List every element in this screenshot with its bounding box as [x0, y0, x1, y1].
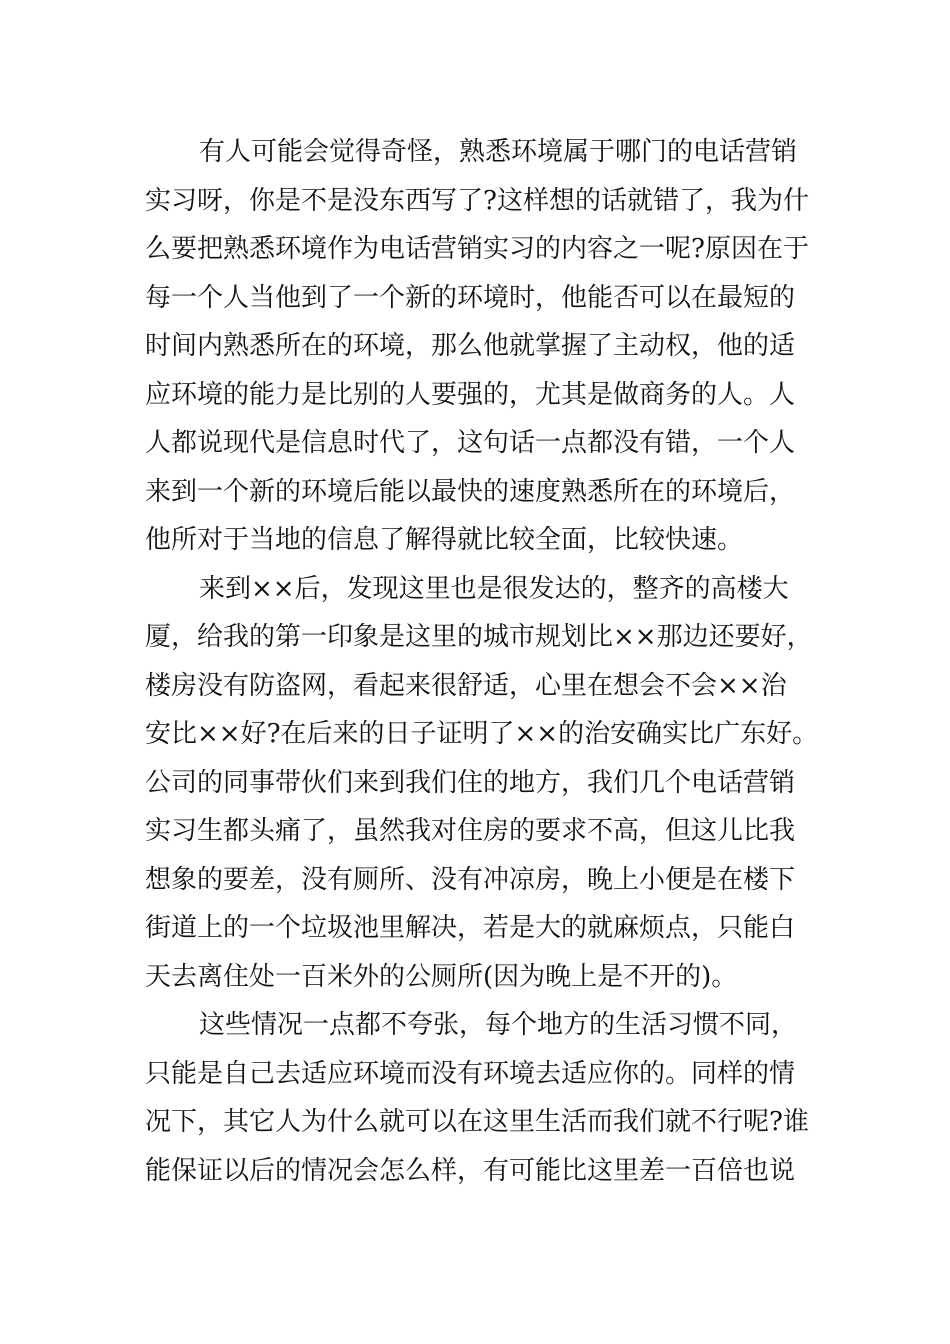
paragraph-3-line-4: 能保证以后的情况会怎么样，有可能比这里差一百倍也说: [145, 1155, 796, 1186]
paragraph-1-line-8: 来到一个新的环境后能以最快的速度熟悉所在的环境后，: [145, 476, 796, 507]
paragraph-2-line-9: 天去离住处一百米外的公厕所(因为晚上是不开的)。: [145, 961, 738, 992]
paragraph-2-line-1: 来到××后，发现这里也是很发达的，整齐的高楼大: [199, 573, 789, 604]
paragraph-2-line-4: 安比××好?在后来的日子证明了××的治安确实比广东好。: [145, 719, 819, 749]
paragraph-1-line-1: 有人可能会觉得奇怪，熟悉环境属于哪门的电话营销: [199, 137, 798, 167]
paragraph-2-line-8: 街道上的一个垃圾池里解决，若是大的就麻烦点，只能白: [145, 913, 796, 943]
paragraph-2-line-2: 厦，给我的第一印象是这里的城市规划比××那边还要好，: [145, 622, 813, 652]
paragraph-1-line-2: 实习呀，你是不是没东西写了?这样想的话就错了，我为什: [145, 185, 809, 216]
paragraph-2-line-6: 实习生都头痛了，虽然我对住房的要求不高，但这儿比我: [145, 816, 796, 846]
paragraph-3-line-2: 只能是自己去适应环境而没有环境去适应你的。同样的情: [145, 1058, 796, 1089]
paragraph-1-line-3: 么要把熟悉环境作为电话营销实习的内容之一呢?原因在于: [145, 234, 809, 264]
paragraph-3-line-1: 这些情况一点都不夸张，每个地方的生活习惯不同，: [199, 1010, 798, 1040]
paragraph-2-line-7: 想象的要差，没有厕所、没有冲凉房，晚上小便是在楼下: [145, 864, 796, 895]
paragraph-2-line-3: 楼房没有防盗网，看起来很舒适，心里在想会不会××治: [145, 670, 787, 701]
document-body: [145, 128, 819, 1195]
paragraph-2-line-5: 公司的同事带伙们来到我们住的地方，我们几个电话营销: [145, 767, 796, 798]
paragraph-1-line-5: 时间内熟悉所在的环境，那么他就掌握了主动权，他的适: [145, 331, 796, 361]
paragraph-1-line-7: 人都说现代是信息时代了，这句话一点都没有错，一个人: [145, 428, 796, 458]
paragraph-1-line-9: 他所对于当地的信息了解得就比较全面，比较快速。: [145, 525, 744, 555]
paragraph-3-line-3: 况下，其它人为什么就可以在这里生活而我们就不行呢?谁: [145, 1107, 809, 1137]
paragraph-1-line-6: 应环境的能力是比别的人要强的，尤其是做商务的人。人: [145, 379, 796, 410]
paragraph-1-line-4: 每一个人当他到了一个新的环境时，他能否可以在最短的: [145, 282, 796, 313]
